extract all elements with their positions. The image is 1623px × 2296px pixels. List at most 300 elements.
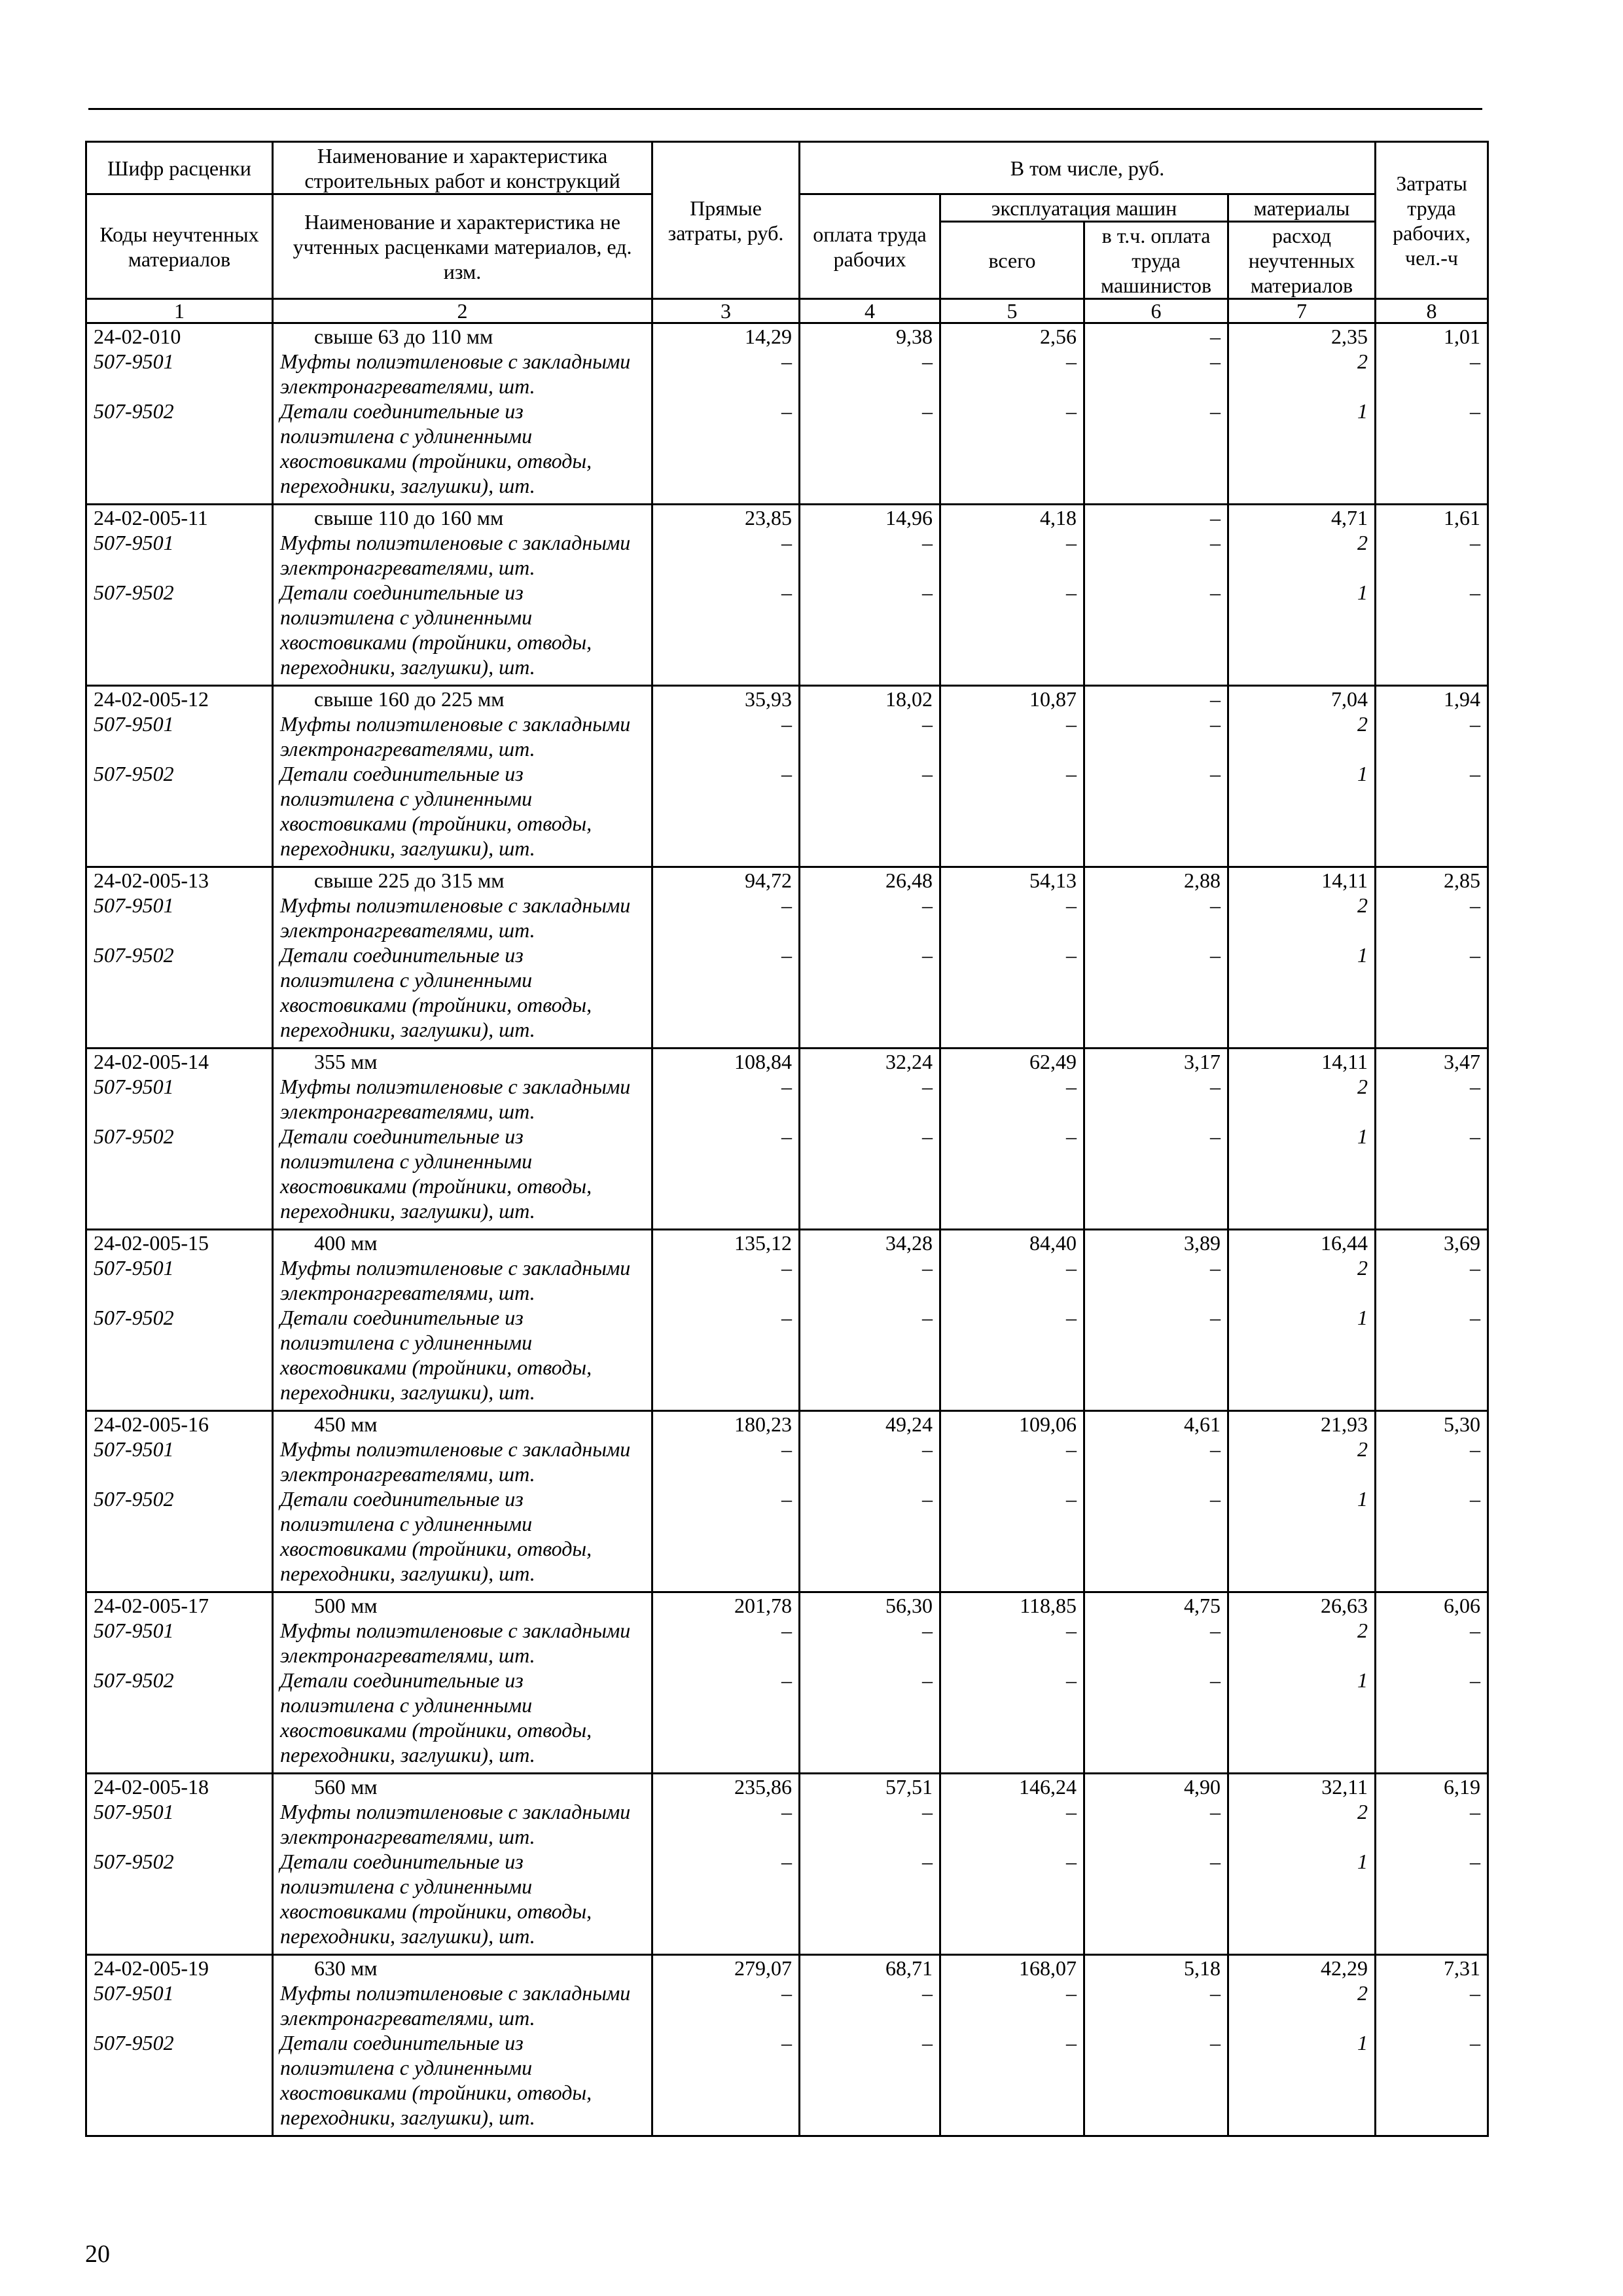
header-direct-costs-l2: затраты, руб. [668,221,784,245]
material-desc: электронагревателями, шт. [280,1100,535,1123]
material-usage [1228,1230,1376,1411]
material-desc: хвостовиками (тройники, отводы, [280,1355,592,1379]
dash-cell: – [1210,1075,1221,1098]
dash-cell: – [781,1437,792,1461]
machinist-pay [1084,1592,1228,1774]
empty-line [1383,1824,1480,1849]
empty-line [94,1462,265,1486]
machines-total-value: 168,07 [1019,1956,1077,1980]
material-desc: полиэтилена с удлиненными [280,2056,533,2079]
machinist-pay-value: 3,89 [1184,1231,1221,1255]
empty-line [94,374,265,399]
dash-cell: – [922,350,933,373]
column-number: 6 [1084,299,1228,323]
empty-line [1092,1643,1221,1668]
material-usage [1228,1049,1376,1230]
material-qty: 2 [1357,1981,1368,2005]
empty-line [1236,1643,1368,1668]
machines-total-value: 54,13 [1029,869,1077,892]
dash-cell: – [781,350,792,373]
material-code: 507-9502 [94,1124,174,1148]
machinist-pay [1084,867,1228,1049]
material-desc: полиэтилена с удлиненными [280,1149,533,1173]
dash-cell: – [1210,531,1221,554]
material-code: 507-9501 [94,1075,174,1098]
material-desc: электронагревателями, шт. [280,1281,535,1304]
work-title: 400 мм [314,1231,378,1255]
dash-cell: – [922,1124,933,1148]
empty-line [1383,555,1480,580]
machinist-pay-value: 4,61 [1184,1412,1221,1436]
dash-cell: – [1210,1306,1221,1329]
material-usage-value: 7,04 [1331,687,1368,711]
material-qty: 2 [1357,531,1368,554]
material-qty: 2 [1357,1075,1368,1098]
dash-cell: – [922,1437,933,1461]
material-desc: хвостовиками (тройники, отводы, [280,449,592,473]
direct-cost [652,505,800,686]
dash-cell: – [781,531,792,554]
material-qty: 1 [1357,1668,1368,1692]
header-incl-group: В том числе, руб. [800,142,1376,194]
description-cell [273,1049,652,1230]
labor-hours-value: 3,47 [1444,1050,1481,1073]
code-cell [86,1230,273,1411]
code-cell [86,1049,273,1230]
dash-cell: – [1210,1256,1221,1280]
dash-cell: – [1210,943,1221,967]
empty-line [948,1462,1077,1486]
dash-cell: – [1470,1619,1481,1642]
rate-code: 24-02-005-17 [94,1594,209,1617]
material-desc: Детали соединительные из [280,1487,524,1511]
header-worker-pay [800,194,940,299]
worker-pay-value: 56,30 [885,1594,933,1617]
empty-line [1383,918,1480,942]
work-title: свыше 160 до 225 мм [314,687,505,711]
dash-cell: – [1066,762,1077,785]
empty-line [948,918,1077,942]
code-cell [86,1411,273,1592]
material-qty: 1 [1357,762,1368,785]
code-cell [86,1592,273,1774]
dash-cell: – [922,2031,933,2054]
dash-cell: – [781,712,792,736]
dash-cell: – [1210,581,1221,604]
dash-cell: – [1210,1850,1221,1873]
dash-cell: – [1470,1487,1481,1511]
dash-cell: – [781,399,792,423]
material-usage-value: 14,11 [1321,1050,1368,1073]
dash-cell: – [1210,1124,1221,1148]
machinist-pay [1084,323,1228,505]
dash-cell: – [781,1850,792,1873]
empty-line [948,374,1077,399]
material-desc: Муфты полиэтиленовые с закладными [280,1075,631,1098]
material-desc: хвостовиками (тройники, отводы, [280,630,592,654]
labor-hours [1376,1592,1488,1774]
dash-cell: – [922,1619,933,1642]
empty-line [807,2005,933,2030]
description-cell [273,505,652,686]
dash-cell: – [1066,1800,1077,1823]
material-code: 507-9502 [94,762,174,785]
header-labor-hours-l3: рабочих, [1393,221,1471,245]
header-work-name [273,142,652,194]
material-code: 507-9502 [94,1850,174,1873]
material-desc: полиэтилена с удлиненными [280,605,533,629]
material-desc: Детали соединительные из [280,1124,524,1148]
dash-cell: – [1470,762,1481,785]
dash-cell: – [922,1800,933,1823]
dash-cell: – [1066,893,1077,917]
empty-line [1092,374,1221,399]
direct-cost [652,867,800,1049]
labor-hours-value: 5,30 [1444,1412,1481,1436]
machinist-pay [1084,1230,1228,1411]
machines-total [940,1592,1084,1774]
column-number: 3 [652,299,800,323]
machinist-pay-value: 5,18 [1184,1956,1221,1980]
material-qty: 2 [1357,1619,1368,1642]
worker-pay [800,1230,940,1411]
work-title: 630 мм [314,1956,378,1980]
header-material-names-l1: Наименование и характеристика не [304,209,620,234]
labor-hours [1376,1955,1488,2136]
header-work-name-l2: строительных работ и конструкций [304,168,620,192]
header-labor-hours-l2: труда [1407,196,1456,220]
empty-line [948,1280,1077,1305]
work-title: 500 мм [314,1594,378,1617]
material-qty: 2 [1357,893,1368,917]
header-material-names [273,194,652,299]
empty-line [1236,736,1368,761]
code-cell [86,1774,273,1955]
header-machines-total: всего [940,222,1084,299]
dash-cell: – [1210,1800,1221,1823]
dash-cell: – [1470,1256,1481,1280]
empty-line [948,555,1077,580]
dash-cell: – [1210,2031,1221,2054]
dash-cell: – [1066,712,1077,736]
material-code: 507-9501 [94,893,174,917]
table-row [86,1049,1488,1230]
header-material-codes [86,194,273,299]
material-qty: 1 [1357,2031,1368,2054]
material-desc: хвостовиками (тройники, отводы, [280,1174,592,1198]
page-number: 20 [85,2240,110,2268]
machinist-pay-value: 4,90 [1184,1775,1221,1799]
header-machinist-pay-l2: труда [1132,248,1181,272]
dash-cell: – [1210,1487,1221,1511]
material-qty: 1 [1357,1850,1368,1873]
empty-line [1383,374,1480,399]
empty-line [948,1099,1077,1124]
header-rate-code: Шифр расценки [86,142,273,194]
material-code: 507-9501 [94,350,174,373]
material-usage-value: 21,93 [1321,1412,1368,1436]
labor-hours-value: 1,01 [1444,325,1481,348]
empty-line [948,2005,1077,2030]
material-usage-value: 32,11 [1321,1775,1368,1799]
material-desc: хвостовиками (тройники, отводы, [280,812,592,835]
labor-hours [1376,686,1488,867]
material-desc: переходники, заглушки), шт. [280,1743,535,1767]
worker-pay [800,1955,940,2136]
machinist-pay-value: 2,88 [1184,869,1221,892]
machines-total [940,323,1084,505]
dash-cell: – [781,1800,792,1823]
dash-cell: – [1066,350,1077,373]
material-desc: Детали соединительные из [280,1306,524,1329]
material-usage [1228,1411,1376,1592]
table-row [86,1411,1488,1592]
material-code: 507-9501 [94,1981,174,2005]
empty-line [94,918,265,942]
empty-line [1236,1099,1368,1124]
empty-line [1383,2005,1480,2030]
dash-cell: – [922,1306,933,1329]
material-qty: 2 [1357,1256,1368,1280]
empty-line [660,1643,792,1668]
dash-cell: – [1470,712,1481,736]
direct-cost [652,1592,800,1774]
labor-hours [1376,867,1488,1049]
material-desc: Детали соединительные из [280,943,524,967]
material-usage [1228,686,1376,867]
dash-cell: – [781,1124,792,1148]
rate-code: 24-02-005-13 [94,869,209,892]
machines-total [940,1774,1084,1955]
header-material-codes-l1: Коды неучтенных [99,222,259,246]
dash-cell: – [1066,1306,1077,1329]
labor-hours [1376,1411,1488,1592]
column-number: 5 [940,299,1084,323]
material-code: 507-9502 [94,1306,174,1329]
rate-code: 24-02-005-15 [94,1231,209,1255]
worker-pay [800,686,940,867]
worker-pay [800,1592,940,1774]
dash-cell: – [1470,1981,1481,2005]
machines-total [940,1230,1084,1411]
material-qty: 1 [1357,581,1368,604]
dash-cell: – [781,1619,792,1642]
machines-total-value: 146,24 [1019,1775,1077,1799]
dash-cell: – [1210,350,1221,373]
machinist-pay [1084,1049,1228,1230]
machinist-pay-value: 3,17 [1184,1050,1221,1073]
empty-line [660,1280,792,1305]
material-desc: переходники, заглушки), шт. [280,1562,535,1585]
header-materials-group: материалы [1228,194,1376,222]
machinist-pay [1084,686,1228,867]
material-desc: Детали соединительные из [280,2031,524,2054]
dash-cell: – [1066,1487,1077,1511]
labor-hours-value: 7,31 [1444,1956,1481,1980]
work-title: 560 мм [314,1775,378,1799]
material-desc: переходники, заглушки), шт. [280,836,535,860]
rate-code: 24-02-005-18 [94,1775,209,1799]
material-desc: Муфты полиэтиленовые с закладными [280,1619,631,1642]
dash-cell: – [1470,1124,1481,1148]
empty-line [948,736,1077,761]
empty-line [660,555,792,580]
dash-cell: – [1066,943,1077,967]
machinist-pay-value: – [1210,506,1221,529]
header-worker-pay-l1: оплата труда [813,222,927,246]
header-machinist-pay-l3: машинистов [1100,273,1212,297]
worker-pay-value: 49,24 [885,1412,933,1436]
material-desc: переходники, заглушки), шт. [280,2106,535,2129]
dash-cell: – [1066,1619,1077,1642]
material-qty: 1 [1357,1124,1368,1148]
direct-cost [652,686,800,867]
worker-pay-value: 57,51 [885,1775,933,1799]
empty-line [94,736,265,761]
machines-total [940,1955,1084,2136]
empty-line [1092,736,1221,761]
material-desc: переходники, заглушки), шт. [280,655,535,679]
material-desc: полиэтилена с удлиненными [280,1512,533,1535]
empty-line [1236,918,1368,942]
empty-line [94,2005,265,2030]
direct-cost [652,1774,800,1955]
column-number: 7 [1228,299,1376,323]
direct-cost-value: 279,07 [734,1956,792,1980]
dash-cell: – [781,1075,792,1098]
dash-cell: – [1210,762,1221,785]
machines-total-value: 109,06 [1019,1412,1077,1436]
empty-line [1383,736,1480,761]
empty-line [807,918,933,942]
dash-cell: – [922,762,933,785]
material-qty: 1 [1357,1487,1368,1511]
dash-cell: – [781,1668,792,1692]
material-code: 507-9502 [94,399,174,423]
dash-cell: – [1066,531,1077,554]
machines-total [940,505,1084,686]
worker-pay [800,867,940,1049]
material-desc: переходники, заглушки), шт. [280,474,535,497]
dash-cell: – [1470,893,1481,917]
code-cell [86,323,273,505]
empty-line [807,1099,933,1124]
worker-pay-value: 68,71 [885,1956,933,1980]
material-desc: электронагревателями, шт. [280,2006,535,2030]
material-code: 507-9501 [94,712,174,736]
empty-line [1383,1643,1480,1668]
dash-cell: – [781,2031,792,2054]
work-title: свыше 225 до 315 мм [314,869,505,892]
machines-total-value: 118,85 [1020,1594,1077,1617]
empty-line [1092,1462,1221,1486]
material-code: 507-9501 [94,1619,174,1642]
material-usage-value: 16,44 [1321,1231,1368,1255]
rate-code: 24-02-005-12 [94,687,209,711]
material-usage [1228,867,1376,1049]
dash-cell: – [1470,1850,1481,1873]
dash-cell: – [1470,2031,1481,2054]
code-cell [86,867,273,1049]
dash-cell: – [1210,1619,1221,1642]
worker-pay [800,1774,940,1955]
description-cell [273,1230,652,1411]
material-usage-value: 2,35 [1331,325,1368,348]
empty-line [807,1280,933,1305]
dash-cell: – [1210,893,1221,917]
header-labor-hours-l4: чел.-ч [1405,245,1459,270]
material-usage [1228,1955,1376,2136]
empty-line [1383,1280,1480,1305]
material-qty: 2 [1357,350,1368,373]
dash-cell: – [1066,2031,1077,2054]
material-code: 507-9502 [94,943,174,967]
material-qty: 2 [1357,1800,1368,1823]
machines-total-value: 10,87 [1029,687,1077,711]
table-row [86,323,1488,505]
machines-total [940,1411,1084,1592]
table-row [86,1774,1488,1955]
worker-pay-value: 14,96 [885,506,933,529]
empty-line [1092,1099,1221,1124]
header-material-usage-l3: материалов [1250,273,1353,297]
worker-pay-value: 9,38 [896,325,933,348]
column-number: 2 [273,299,652,323]
description-cell [273,1955,652,2136]
material-code: 507-9502 [94,581,174,604]
labor-hours-value: 3,69 [1444,1231,1481,1255]
material-code: 507-9501 [94,1437,174,1461]
material-desc: электронагревателями, шт. [280,1462,535,1486]
worker-pay-value: 34,28 [885,1231,933,1255]
material-desc: электронагревателями, шт. [280,1643,535,1667]
empty-line [660,918,792,942]
rates-body [86,323,1488,2136]
header-machinist-pay [1084,222,1228,299]
empty-line [660,2005,792,2030]
dash-cell: – [1210,399,1221,423]
empty-line [660,1099,792,1124]
material-desc: электронагревателями, шт. [280,556,535,579]
machines-total-value: 62,49 [1029,1050,1077,1073]
direct-cost-value: 180,23 [734,1412,792,1436]
material-code: 507-9501 [94,1256,174,1280]
dash-cell: – [1470,1075,1481,1098]
description-cell [273,867,652,1049]
empty-line [1383,1099,1480,1124]
worker-pay [800,505,940,686]
rate-code: 24-02-005-11 [94,506,208,529]
header-direct-costs [652,142,800,299]
dash-cell: – [781,1256,792,1280]
machinist-pay-value: – [1210,687,1221,711]
description-cell [273,1592,652,1774]
labor-hours-value: 1,94 [1444,687,1481,711]
labor-hours-value: 2,85 [1444,869,1481,892]
direct-cost [652,1955,800,2136]
material-usage [1228,505,1376,686]
header-material-usage [1228,222,1376,299]
machinist-pay [1084,1955,1228,2136]
empty-line [807,736,933,761]
empty-line [94,1643,265,1668]
column-number: 8 [1376,299,1488,323]
dash-cell: – [1470,531,1481,554]
dash-cell: – [781,893,792,917]
empty-line [94,1824,265,1849]
work-title: свыше 63 до 110 мм [314,325,493,348]
direct-cost-value: 135,12 [734,1231,792,1255]
